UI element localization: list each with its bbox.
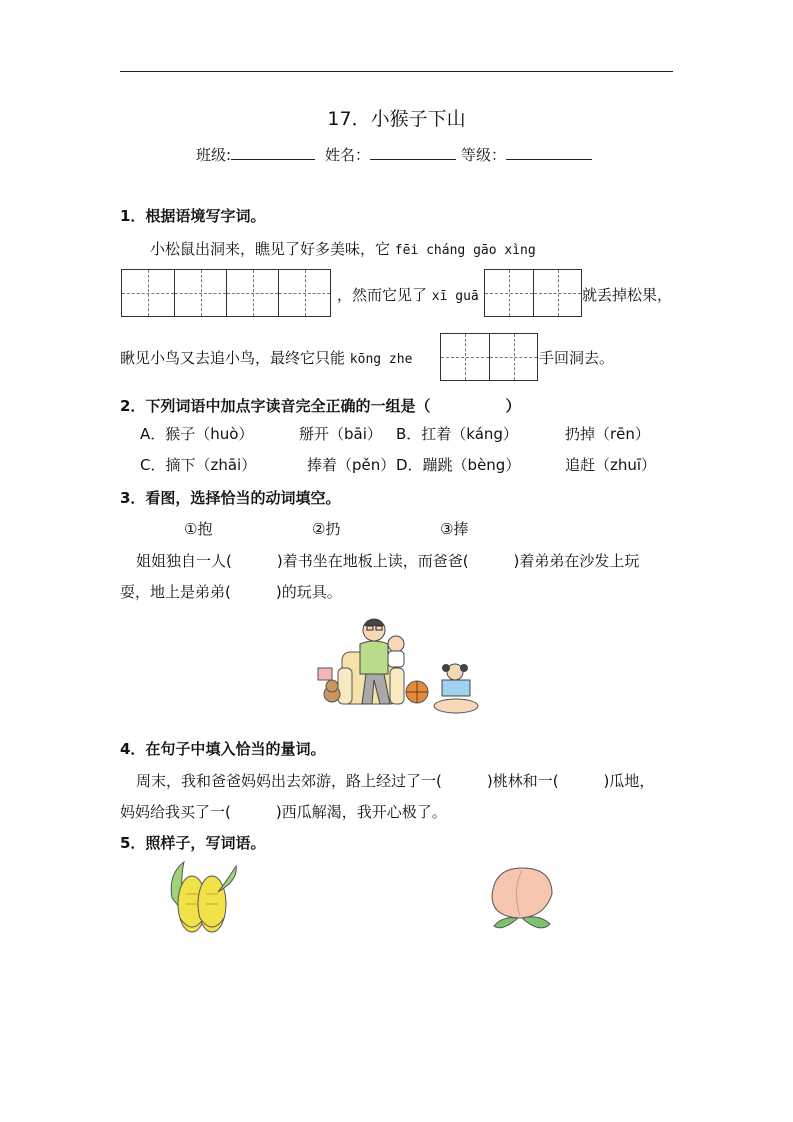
class-field (196, 144, 315, 165)
q4-line2: 妈妈给我买了一( )西瓜解渴，我开心极了。 (120, 803, 447, 821)
q2-option-b: B．扛着（káng） (396, 425, 518, 443)
q1-pinyin-2: xī guā (431, 289, 479, 304)
q1-line3 (120, 347, 412, 368)
q1-heading: 1．根据语境写字词。 (120, 207, 266, 225)
q3-option-2: ②扔 (312, 520, 341, 538)
q3-heading: 3．看图，选择恰当的动词填空。 (120, 489, 341, 507)
name-blank[interactable] (370, 145, 456, 160)
q2-option-c: C．摘下（zhāi） (140, 456, 257, 474)
q2-option-a2: 掰开（bāi） (299, 425, 382, 443)
q1-grid-2[interactable] (484, 269, 582, 317)
q5-heading: 5．照样子，写词语。 (120, 834, 266, 852)
q1-line1 (150, 238, 536, 259)
top-rule (120, 71, 673, 72)
class-label: 班级: (196, 146, 232, 164)
q1-pinyin-1: fēi cháng gāo xìng (394, 243, 536, 258)
grade-label: 等级： (461, 146, 507, 164)
grade-field (461, 144, 592, 165)
q3-option-3: ③捧 (440, 520, 469, 538)
q1-line1-text: 小松鼠出洞来，瞧见了好多美味，它 (150, 240, 391, 258)
q2-heading: 2．下列词语中加点字读音完全正确的一组是（ ） (120, 397, 521, 415)
q4-line1: 周末，我和爸爸妈妈出去郊游，路上经过了一( )桃林和一( )瓜地， (136, 772, 655, 790)
q2-option-b2: 扔掉（rēn） (565, 425, 650, 443)
q3-option-1: ①抱 (184, 520, 213, 538)
grade-blank[interactable] (506, 145, 592, 160)
q3-line2: 耍，地上是弟弟( )的玩具。 (120, 583, 342, 601)
q1-line3-text: 瞅见小鸟又去追小鸟，最终它只能 (120, 349, 346, 367)
name-field (325, 144, 456, 165)
q1-line2-end: 就丢掉松果， (582, 286, 673, 304)
q1-grid-4[interactable] (121, 269, 331, 317)
q2-option-d2: 追赶（zhuī） (565, 456, 657, 474)
page-title: 17．小猴子下山 (327, 108, 466, 130)
q3-line1: 姐姐独自一人( )着书坐在地板上读，而爸爸( )着弟弟在沙发上玩 (136, 552, 640, 570)
q1-line3-end: 手回洞去。 (539, 349, 615, 367)
class-blank[interactable] (231, 145, 315, 160)
name-label: 姓名： (325, 146, 371, 164)
q2-option-c2: 捧着（pěn） (307, 456, 396, 474)
q2-option-d: D．蹦跳（bèng） (396, 456, 521, 474)
q1-line2 (337, 284, 479, 305)
q4-heading: 4．在句子中填入恰当的量词。 (120, 740, 326, 758)
q1-pinyin-3: kōng zhe (349, 352, 413, 367)
q1-grid-2b[interactable] (440, 333, 538, 381)
q1-line2-mid: ，然而它见了 (337, 286, 428, 304)
family-illustration (310, 608, 485, 720)
corn-icon (166, 858, 240, 936)
q2-option-a: A．猴子（huò） (140, 425, 254, 443)
peach-icon (488, 860, 560, 934)
